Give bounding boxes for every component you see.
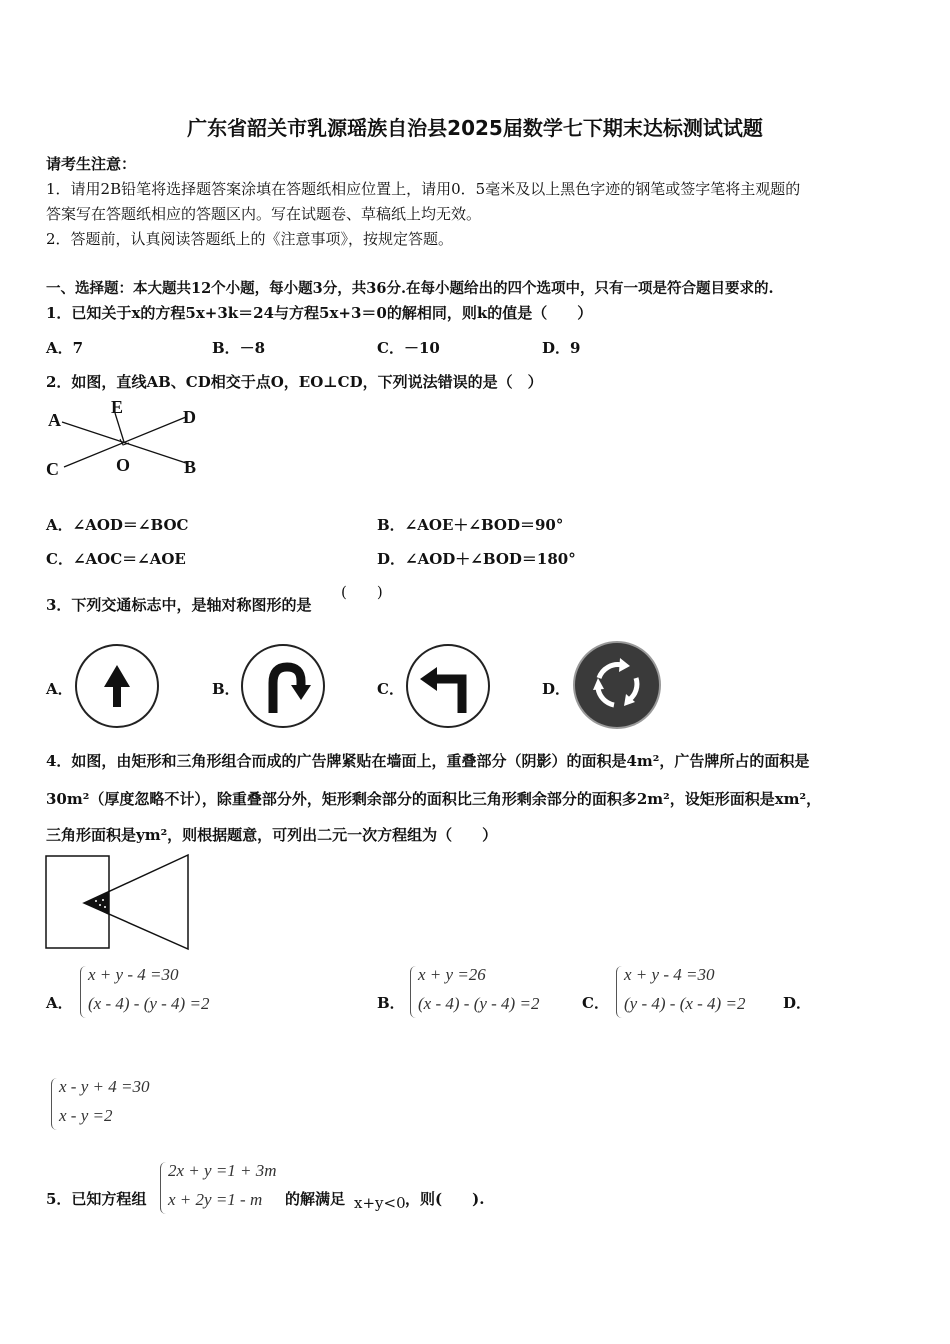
q4-line-3: 三角形面积是ym²，则根据题意，可列出二元一次方程组为（ ） bbox=[46, 826, 498, 844]
q4-option-a-eq2: (x - 4) - (y - 4) =2 bbox=[88, 994, 210, 1013]
q5-mid: 的解满足 bbox=[285, 1190, 346, 1208]
q4-option-c-eq2: (y - 4) - (x - 4) =2 bbox=[624, 994, 746, 1013]
q5-condition: x+y<0 bbox=[354, 1194, 406, 1212]
q1-option-d[interactable]: D．9 bbox=[542, 339, 581, 357]
q3-option-d-label[interactable]: D． bbox=[542, 680, 571, 698]
section-1-heading: 一、选择题：本大题共12个小题，每小题3分，共36分.在每小题给出的四个选项中，只有一项是符合题目要求的. bbox=[46, 280, 774, 297]
notice-line-1b: 答案写在答题纸相应的答题区内。写在试题卷、草稿纸上均无效。 bbox=[46, 205, 482, 223]
q4-option-c-eq1: x + y - 4 =30 bbox=[624, 965, 715, 984]
q2-label-o: O bbox=[116, 455, 131, 475]
q2-option-c[interactable]: C．∠AOC＝∠AOE bbox=[46, 550, 186, 568]
notice-line-2: 2．答题前，认真阅读答题纸上的《注意事项》，按规定答题。 bbox=[46, 230, 454, 248]
q4-option-b-eq1: x + y =26 bbox=[418, 965, 486, 984]
notice-line-1a: 1．请用2B铅笔将选择题答案涂填在答题纸相应位置上，请用0．5毫米及以上黑色字迹的钢笔或签字笔将主观题的 bbox=[46, 180, 801, 198]
q5-eq2: x + 2y =1 - m bbox=[168, 1190, 263, 1209]
page-title: 广东省韶关市乳源瑶族自治县2025届数学七下期末达标测试试题 bbox=[187, 116, 763, 140]
q4-option-d-label[interactable]: D． bbox=[783, 994, 812, 1012]
up-arrow-sign-icon[interactable] bbox=[74, 643, 160, 729]
q4-option-d-eq2: x - y =2 bbox=[59, 1106, 113, 1125]
q4-option-c-label[interactable]: C． bbox=[582, 994, 609, 1012]
q2-stem: 2．如图，直线AB、CD相交于点O，EO⊥CD，下列说法错误的是（ ） bbox=[46, 373, 543, 391]
brace-b bbox=[410, 966, 417, 1018]
q3-stem: 3．下列交通标志中，是轴对称图形的是 bbox=[46, 596, 312, 614]
roundabout-sign-icon[interactable] bbox=[572, 640, 662, 730]
brace-a bbox=[80, 966, 87, 1018]
q1-option-a[interactable]: A．7 bbox=[46, 339, 84, 357]
q4-option-b-eq2: (x - 4) - (y - 4) =2 bbox=[418, 994, 540, 1013]
q2-label-a: A bbox=[48, 410, 61, 430]
q4-figure bbox=[44, 853, 194, 953]
brace-d bbox=[51, 1078, 58, 1130]
q3-option-b-label[interactable]: B． bbox=[212, 680, 240, 698]
q2-label-e: E bbox=[111, 397, 124, 417]
q5-eq1: 2x + y =1 + 3m bbox=[168, 1161, 277, 1180]
q3-option-c-label[interactable]: C． bbox=[377, 680, 404, 698]
q4-line-1: 4．如图，由矩形和三角形组合而成的广告牌紧贴在墙面上，重叠部分（阴影）的面积是4m²，广告牌所占的面积是 bbox=[46, 752, 810, 770]
q2-option-b[interactable]: B．∠AOE＋∠BOD＝90° bbox=[377, 516, 564, 534]
q2-label-b: B bbox=[184, 457, 197, 477]
left-turn-sign-icon[interactable] bbox=[405, 643, 491, 729]
q3-paren: ( ) bbox=[341, 583, 383, 601]
brace-q5 bbox=[160, 1162, 167, 1214]
q2-option-d[interactable]: D．∠AOD＋∠BOD＝180° bbox=[377, 550, 576, 568]
q1-option-c[interactable]: C．－10 bbox=[377, 339, 440, 357]
q1-option-b[interactable]: B．－8 bbox=[212, 339, 266, 357]
u-turn-sign-icon[interactable] bbox=[240, 643, 326, 729]
q2-option-a[interactable]: A．∠AOD＝∠BOC bbox=[46, 516, 189, 534]
q4-option-a-label[interactable]: A． bbox=[46, 994, 73, 1012]
q4-option-d-eq1: x - y + 4 =30 bbox=[59, 1077, 150, 1096]
q2-label-c: C bbox=[46, 459, 59, 479]
q1-stem: 1．已知关于x的方程5x+3k＝24与方程5x+3＝0的解相同，则k的值是（ ） bbox=[46, 304, 593, 322]
q2-label-d: D bbox=[183, 407, 196, 427]
q5-suffix: ，则( ). bbox=[405, 1190, 485, 1208]
q4-option-a-eq1: x + y - 4 =30 bbox=[88, 965, 179, 984]
brace-c bbox=[616, 966, 623, 1018]
q3-option-a-label[interactable]: A． bbox=[46, 680, 73, 698]
q4-line-2: 30m²（厚度忽略不计），除重叠部分外，矩形剩余部分的面积比三角形剩余部分的面积多2m²，设矩形面积是xm²， bbox=[46, 790, 822, 808]
q4-option-b-label[interactable]: B． bbox=[377, 994, 405, 1012]
notice-heading: 请考生注意： bbox=[46, 155, 137, 173]
q5-prefix: 5．已知方程组 bbox=[46, 1190, 147, 1208]
